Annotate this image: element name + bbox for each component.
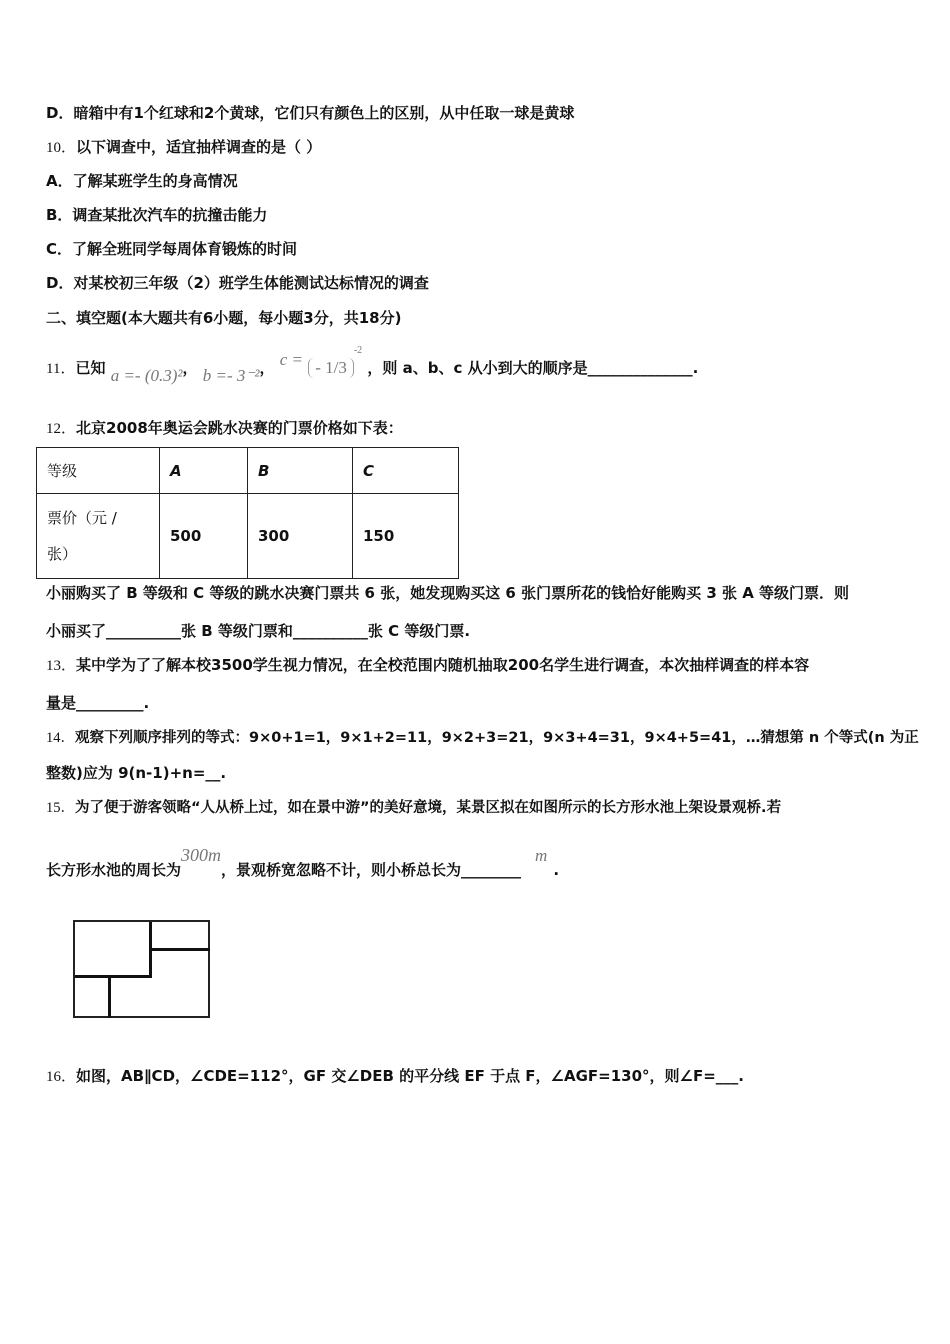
bridge-segment	[108, 975, 111, 1018]
row-label-line2: 张）	[47, 545, 78, 563]
q14-number: 14．	[46, 730, 75, 746]
q13-line2: 量是_________.	[46, 694, 150, 712]
q15-line2	[46, 845, 560, 880]
header-grade: 等级	[37, 448, 160, 494]
q10-text: 以下调查中，适宜抽样调查的是（ ）	[76, 138, 322, 156]
q11-b-expr: b =- 3⁻²	[202, 366, 260, 385]
q10-number: 10．	[46, 140, 77, 156]
q14-text: 观察下列顺序排列的等式：9×0+1=1，9×1+2=11，9×2+3=21，9×3+4=31，9×4+5=41，…猜想第 n 个等式(n 为正	[75, 730, 919, 746]
row-label-line1: 票价（元 /	[47, 509, 117, 527]
header-c: C	[353, 448, 459, 494]
price-c: 150	[353, 494, 459, 579]
q15-number: 15．	[46, 800, 75, 816]
q15-end: .	[553, 861, 560, 879]
q11-c-lhs: c =	[279, 350, 303, 369]
q12-stem	[46, 417, 403, 438]
bridge-segment	[75, 975, 152, 978]
q16	[46, 1065, 744, 1086]
bridge-segment	[149, 948, 210, 951]
q12-line1: 小丽购买了 B 等级和 C 等级的跳水决赛门票共 6 张，她发现购买这 6 张门票所花的钱恰好能购买 3 张 A 等级门票．则	[46, 584, 850, 602]
q16-number: 16．	[46, 1069, 77, 1085]
q15-text: 为了便于游客领略“人从桥上过，如在景中游”的美好意境，某景区拟在如图所示的长方形水池上架设景观桥.若	[75, 800, 782, 816]
section-heading: 二、填空题(本大题共有6小题，每小题3分，共18分)	[46, 309, 402, 327]
q15-unit: m	[535, 846, 548, 865]
q11-c-exponent: -2	[353, 345, 363, 356]
q10-stem	[46, 136, 321, 157]
q11-c-fraction: - 1/3	[308, 358, 354, 378]
q14-line2: 整数)应为 9(n-1)+n=__.	[46, 764, 227, 782]
price-b: 300	[248, 494, 353, 579]
q11-a-expr: a =- (0.3)²	[110, 366, 183, 385]
q10-option-c: C．了解全班同学每周体育锻炼的时间	[46, 240, 298, 258]
row-label	[37, 494, 160, 579]
q12-number: 12．	[46, 421, 77, 437]
q12-line2: 小丽买了__________张 B 等级门票和__________张 C 等级门票.	[46, 622, 471, 640]
q9-option-d: D．暗箱中有1个红球和2个黄球，它们只有颜色上的区别，从中任取一球是黄球	[46, 104, 575, 122]
header-a: A	[160, 448, 248, 494]
q15-perimeter: 300m	[181, 845, 222, 865]
price-a: 500	[160, 494, 248, 579]
q11: 11．已知 a =- (0.3)²， b =- 3⁻²， c = - $1/3^{-2}$ ，则 a、b、c 从小到大的顺序是______________.	[46, 345, 699, 385]
ticket-price-table	[36, 447, 459, 579]
q15-pre: 长方形水池的周长为	[46, 861, 182, 879]
q10-option-b: B．调查某批次汽车的抗撞击能力	[46, 206, 268, 224]
q13-number: 13．	[46, 658, 77, 674]
q10-option-a: A．了解某班学生的身高情况	[46, 172, 238, 190]
q15-mid: ，景观桥宽忽略不计，则小桥总长为________	[221, 861, 522, 879]
q13-text: 某中学为了了解本校3500学生视力情况，在全校范围内随机抽取200名学生进行调查，本次抽样调查的样本容	[76, 656, 810, 674]
q12-text: 北京2008年奥运会跳水决赛的门票价格如下表：	[76, 419, 403, 437]
q15-line1	[46, 796, 781, 817]
q16-text: 如图，AB∥CD，∠CDE=112°，GF 交∠DEB 的平分线 EF 于点 F，∠AGF=130°，则∠F=___.	[76, 1067, 744, 1085]
header-b: B	[248, 448, 353, 494]
q13-line1	[46, 654, 809, 675]
q11-pre: 已知	[75, 359, 106, 377]
q11-post: ，则 a、b、c 从小到大的顺序是______________.	[367, 359, 699, 377]
q11-number: 11．	[46, 361, 76, 377]
q10-option-d: D．对某校初三年级（2）班学生体能测试达标情况的调查	[46, 274, 429, 292]
pond-bridge-figure	[73, 920, 210, 1018]
q14-line1	[46, 726, 919, 747]
